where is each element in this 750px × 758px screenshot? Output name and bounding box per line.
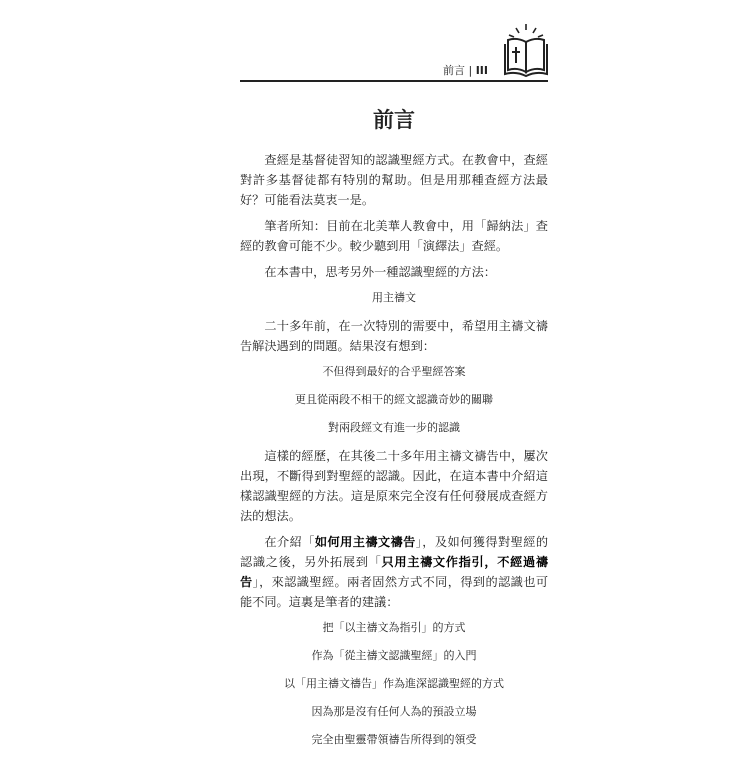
paragraph-3: 在本書中，思考另外一種認識聖經的方法：	[264, 265, 496, 279]
p6-emphasis-1: 如何用主禱文禱告	[314, 535, 416, 549]
running-header	[240, 64, 488, 78]
centered-line-8: 因為那是沒有任何人為的預設立場	[311, 705, 477, 718]
centered-line-4: 對兩段經文有進一步的認識	[328, 421, 460, 434]
running-title: 前言	[443, 64, 465, 77]
centered-line-1: 用主禱文	[372, 291, 416, 304]
page-number: III	[475, 64, 488, 77]
open-bible-icon	[502, 22, 550, 80]
chapter-title: 前言	[373, 108, 415, 132]
centered-line-5: 把「以主禱文為指引」的方式	[322, 621, 466, 634]
p6-text-e: 」，來認識聖經。兩者固然方式不同，得到的認識也可能不同。這裏是筆者的建議：	[240, 575, 549, 609]
centered-line-7: 以「用主禱文禱告」作為進深認識聖經的方式	[284, 677, 504, 690]
header-rule	[240, 80, 548, 82]
header-separator: |	[468, 64, 473, 77]
centered-line-9: 完全由聖靈帶領禱告所得到的領受	[311, 733, 477, 746]
body-text	[240, 150, 548, 758]
p6-emphasis-2: 只用主禱文作指引，不經過禱告	[240, 555, 549, 589]
p6-text-a: 在介紹「	[264, 535, 315, 549]
paragraph-6	[240, 532, 548, 612]
centered-line-3: 更且從兩段不相干的經文認識奇妙的關聯	[295, 393, 493, 406]
paragraph-2: 筆者所知：目前在北美華人教會中，用「歸納法」查經的教會可能不少。較少聽到用「演繹法」查經。	[240, 219, 548, 253]
paragraph-1: 查經是基督徒習知的認識聖經方式。在教會中，查經對許多基督徒都有特別的幫助。但是用那種查經方法最好？可能看法莫衷一是。	[240, 153, 548, 207]
centered-line-6: 作為「從主禱文認識聖經」的入門	[311, 649, 477, 662]
centered-line-2: 不但得到最好的合乎聖經答案	[322, 365, 466, 378]
paragraph-5: 這樣的經歷，在其後二十多年用主禱文禱告中，屢次出現，不斷得到對聖經的認識。因此，在這本書中介紹這樣認識聖經的方法。這是原來完全沒有任何發展成查經方法的想法。	[240, 449, 548, 523]
paragraph-4: 二十多年前，在一次特別的需要中，希望用主禱文禱告解決遇到的問題。結果沒有想到：	[240, 319, 548, 353]
p6-text-c: 」，及如何獲得對聖經的認識之後，另外拓展到「	[240, 535, 549, 569]
